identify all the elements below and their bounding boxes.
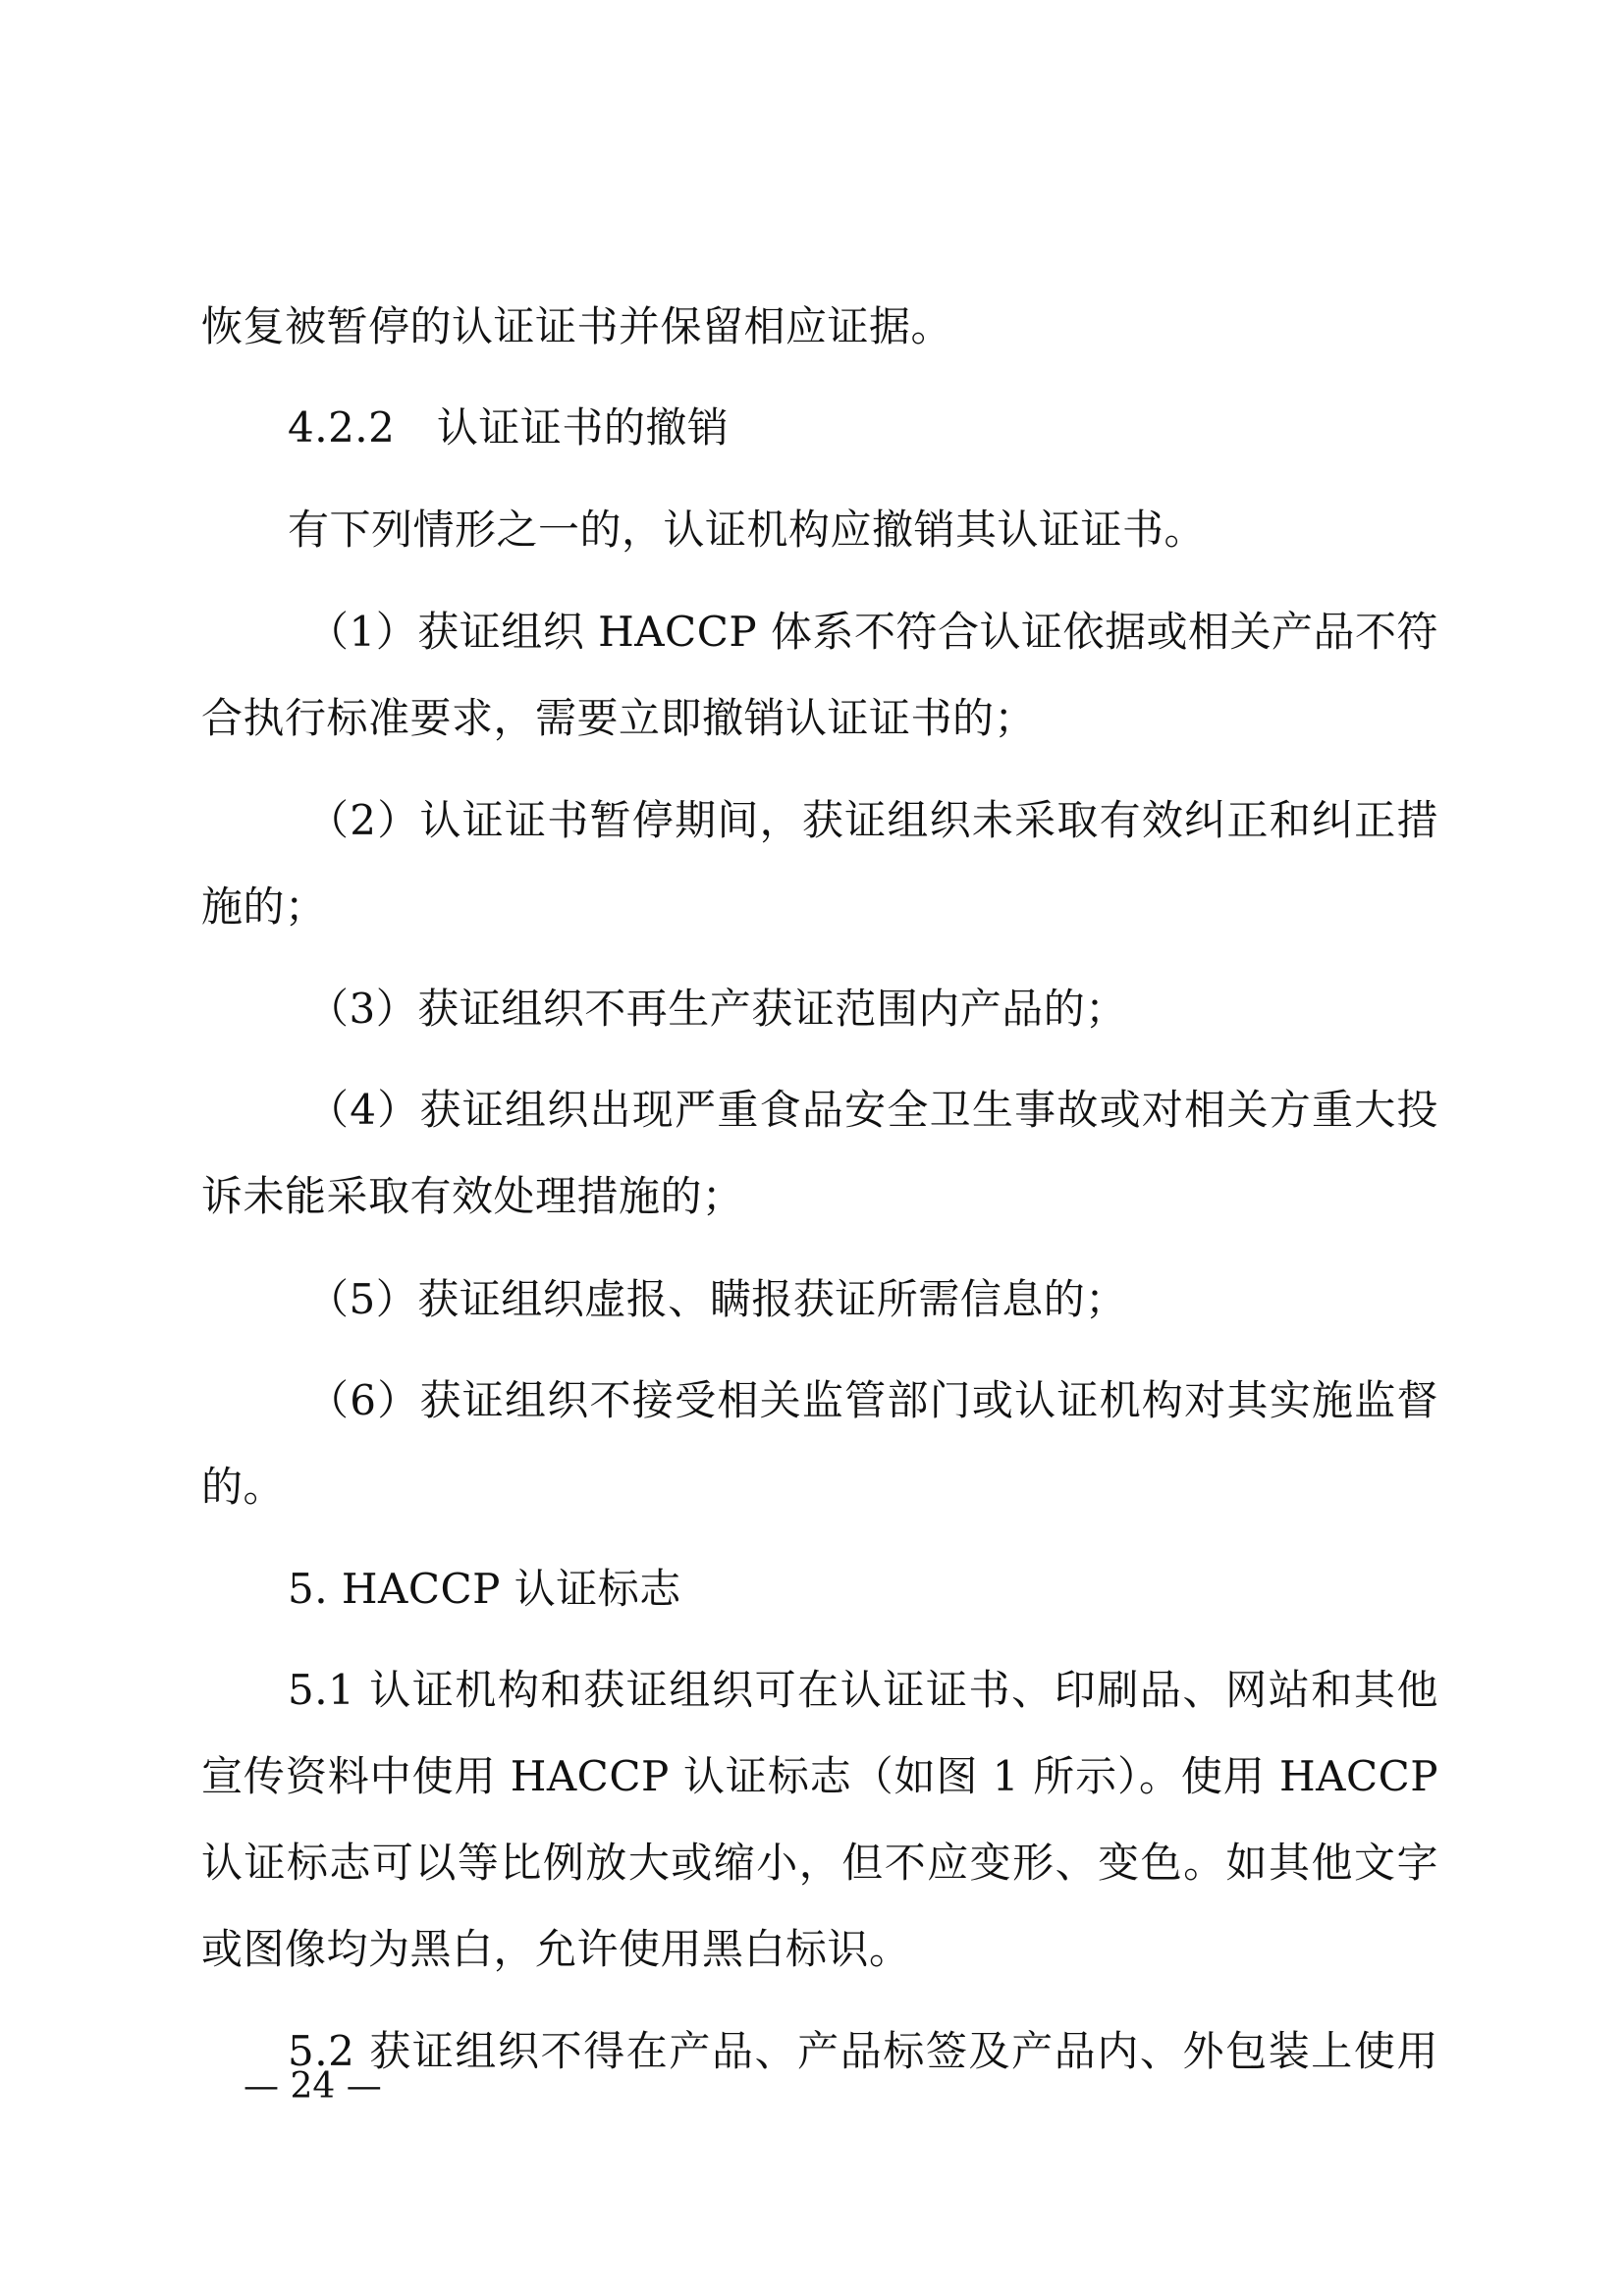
paragraph-5-1-line-1: 5.1 认证机构和获证组织可在认证证书、印刷品、网站和其他 (288, 1666, 1438, 1714)
list-item-1-line-1: （1）获证组织 HACCP 体系不符合认证依据或相关产品不符 (307, 608, 1438, 656)
list-item-5: （5）获证组织虚报、瞒报获证所需信息的； (307, 1275, 1127, 1323)
list-item-2-line-1: （2）认证证书暂停期间，获证组织未采取有效纠正和纠正措 (307, 796, 1438, 844)
paragraph-5-1-line-3: 认证标志可以等比例放大或缩小，但不应变形、变色。如其他文字 (201, 1839, 1438, 1887)
list-item-6-line-2: 的。 (201, 1463, 286, 1511)
list-item-1-line-2: 合执行标准要求，需要立即撤销认证证书的； (201, 694, 1037, 742)
list-item-3: （3）获证组织不再生产获证范围内产品的； (307, 985, 1127, 1033)
text-line-1: 恢复被暂停的认证证书并保留相应证据。 (201, 302, 953, 350)
page-number: — 24 — (244, 2066, 382, 2107)
text-line-3: 有下列情形之一的，认证机构应撤销其认证证书。 (288, 506, 1207, 554)
section-heading-5: 5. HACCP 认证标志 (288, 1565, 681, 1613)
paragraph-5-1-line-4: 或图像均为黑白，允许使用黑白标识。 (201, 1925, 911, 1973)
section-heading-4-2-2: 4.2.2 认证证书的撤销 (288, 403, 730, 452)
paragraph-5-1-line-2: 宣传资料中使用 HACCP 认证标志（如图 1 所示）。使用 HACCP (201, 1752, 1438, 1800)
list-item-6-line-1: （6）获证组织不接受相关监管部门或认证机构对其实施监督 (307, 1376, 1438, 1424)
paragraph-5-2-line-1: 5.2 获证组织不得在产品、产品标签及产品内、外包装上使用 (288, 2027, 1438, 2075)
list-item-4-line-1: （4）获证组织出现严重食品安全卫生事故或对相关方重大投 (307, 1086, 1438, 1134)
list-item-2-line-2: 施的； (201, 882, 327, 931)
list-item-4-line-2: 诉未能采取有效处理措施的； (201, 1172, 744, 1220)
